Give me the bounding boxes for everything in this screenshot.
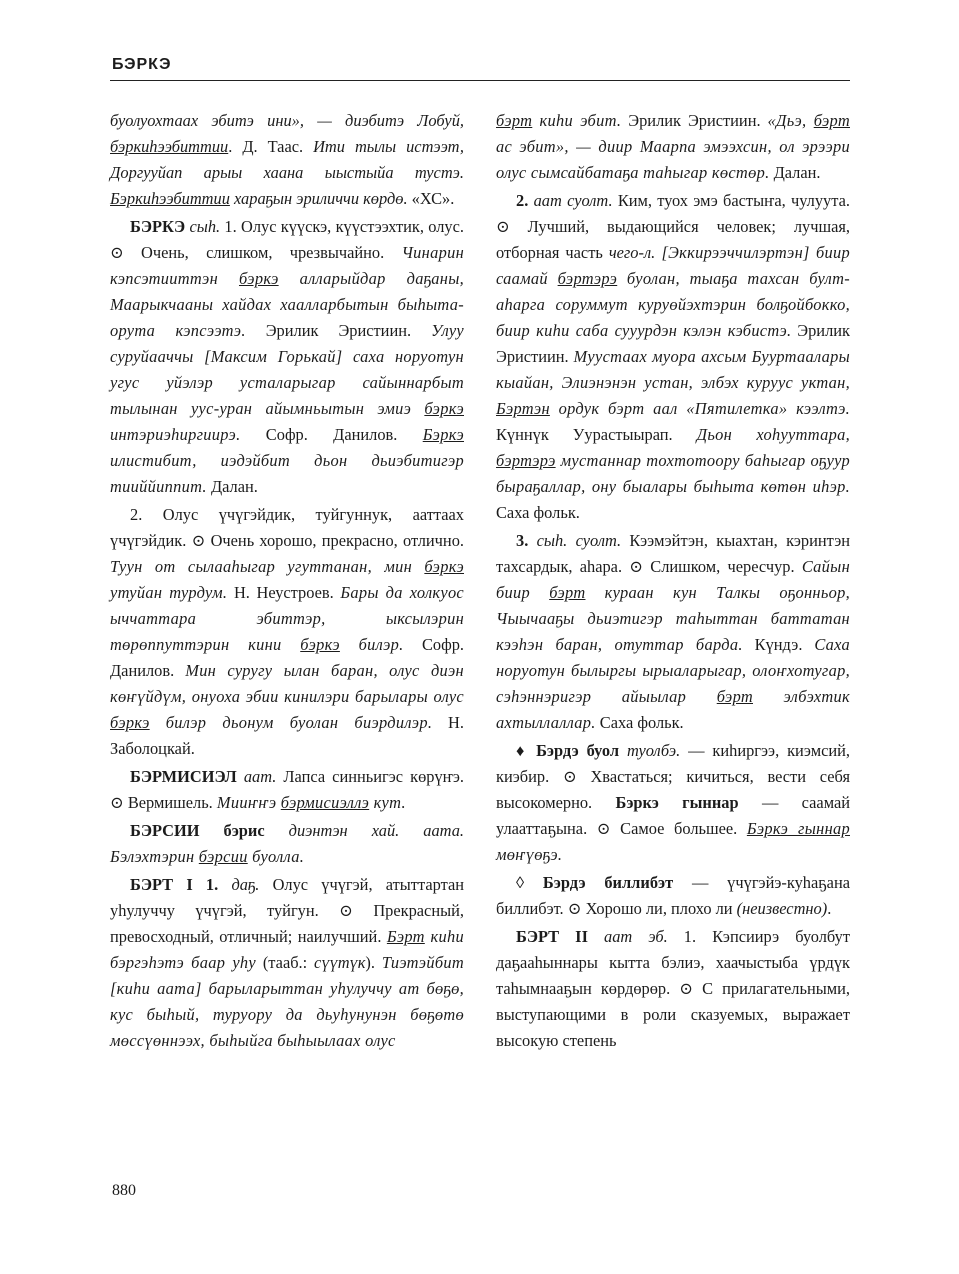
idiom-berde-buol: ♦ Бэрдэ буол туолбэ. — киһиргээ, киэмсий, киэбир. ⊙ Хвастаться; кичиться, вести себя высокомерно. Бэркэ гыннар — саамай улааттаҕына. ⊙ Самое большее. Бэркэ гыннар мөҥүөҕэ. bbox=[496, 741, 851, 864]
headword: БЭРСИИ bbox=[130, 821, 200, 840]
entry-bert-1: БЭРТ I 1. даҕ. Олус үчүгэй, атыттартан уһулуччу үчүгэй, туйгун. ⊙ Прекрасный, превосходный, отличный; наилучший. Бэрт киһи бэргэһэтэ баар уһу (тааб.: сүүтүк). Тиэтэйбит [киһи аата] барыларыттан уһулуччу ат бөҕө, кус быһый, туруору да дьуһунунэн бөҕөтө мөссүөннээх, быһыйга быһыылаах олус bbox=[110, 875, 464, 1050]
entry-bert-2: БЭРТ II аат эб. 1. Кэпсиирэ буолбут даҕааһыннары кытта бэлиэ, хаачыстыба үрдүк таһымнааҕын көрдөрөр. ⊙ С прилагательными, выступающими в роли сказуемых, выражает высокую степень bbox=[496, 927, 850, 1050]
left-column bbox=[110, 108, 464, 1054]
idiom-berde-billibet: ◊ Бэрдэ биллибэт — үчүгэйэ-куһаҕана биллибэт. ⊙ Хорошо ли, плохо ли (неизвестно). bbox=[496, 873, 850, 918]
headword: БЭРТ I 1. bbox=[130, 875, 219, 894]
entry-continuation: буолуохтаах эбитэ ини», — диэбитэ Лобуй, бэркиһээбиттии. Д. Таас. Ити тылы истээт, Доргууйап арыы хаана ыыстыйа тустэ. Бэркиһээбиттии хараҕын эриличчи көрдө. «ХС». bbox=[110, 111, 464, 208]
right-column bbox=[496, 108, 850, 1054]
entry-bert-sense-2: 2. аат суолт. Ким, туох эмэ бастыҥа, чулуута. ⊙ Лучший, выдающийся человек; лучшая, отборная часть чего-л. [Эккирээччилэртэн] биир саамай бэртэрэ буолан, тыаҕа тахсан булт-аһарга соруммут куруөйэхтэрин болҕойбокко, биир киһи саба сууурдэн кэлэн кэбистэ. Эрилик Эристиин. Муустаах муора ахсым Бууртаалары кыайан, Элиэнэнэн устан, элбэх куруус уктан, Бэртэн ордук бэрт аал «Пятилетка» кээлтэ. Күннүк Уурастыырап. Дьон хоһууттара, бэртэрэ мустаннар тохтотоору баһыгар оҕуур быраҕаллар, ону быалары быһыта көтөн иһэр. Саха фольк. bbox=[496, 191, 850, 522]
entry-continuation: бэрт киһи эбит. Эрилик Эристиин. «Дьэ, бэрт ас эбит», — диир Маарпа эмээхсин, ол эрээри олус сымсайбатаҕа таһыгар көстөр. Далан. bbox=[496, 111, 850, 182]
headword: БЭРМИСИЭЛ bbox=[130, 767, 237, 786]
header-rule bbox=[110, 80, 850, 81]
entry-berke: БЭРКЭ сыһ. 1. Олус күүскэ, күүстээхтик, олус. ⊙ Очень, слишком, чрезвычайно. Чинарин кэпсэтииттэн бэркэ алларыйдар даҕаны, Маарыкчааны хайдах хаалларбытын быһыта-орута кэпсээтэ. Эрилик Эристиин. Улуу суруйааччы [Максим Горькай] саха норуотун угус уйэлэр усталарыгар сайыннарбыт тылынан уус-уран айымньытын эмиэ бэркэ интэриэһиргиирэ. Софр. Данилов. Бэркэ илистибит, иэдэйбит дьон дьиэбитигэр тииййиппит. Далан. bbox=[110, 217, 464, 496]
page-number: 880 bbox=[112, 1182, 136, 1199]
diamond-icon: ♦ bbox=[516, 741, 537, 760]
lozenge-icon: ◊ bbox=[516, 873, 543, 892]
entry-berke-sense-2: 2. Олус үчүгэйдик, туйгуннук, ааттаах үчүгэйдик. ⊙ Очень хорошо, прекрасно, отлично. Туун от сылааһыгар угуттанан, мин бэркэ утуйан турдум. Н. Неустроев. Бары да холкуос ыччаттара эбиттэр, ыксылэрин төрөппуттэрин кини бэркэ билэр. Софр. Данилов. Мин суругу ылан баран, олус диэн көҥүйдүм, онуоха эбии кинилэри барылары олус бэркэ билэр дьонум буолан биэрдилэр. Н. Заболоцкай. bbox=[110, 505, 465, 758]
entry-bert-sense-3: 3. сыһ. суолт. Кээмэйтэн, кыахтан, кэринтэн тахсардык, аһара. ⊙ Слишком, чересчур. Сайын биир бэрт кураан кун Талкы оҕонньор, Чыычааҕы дьиэтигэр таһыттан баттатан кээһэн баран, отуттар барда. Күндэ. Саха норуотун былыргы ырыаларыгар, олоҥхотугар, сэһэннэригэр айыылар бэрт элбэхтик ахтыллаллар. Саха фольк. bbox=[496, 531, 851, 732]
headword: БЭРКЭ bbox=[130, 217, 186, 236]
running-header: БЭРКЭ bbox=[112, 56, 172, 73]
headword: БЭРТ II bbox=[516, 927, 588, 946]
entry-bermisiel: БЭРМИСИЭЛ аат. Лапса синньигэс көрүҥэ. ⊙ Вермишель. Мииҥҥэ бэрмисиэллэ кут. bbox=[110, 767, 464, 812]
entry-bersii: БЭРСИИ бэрис диэнтэн хай. аата. Бэлэхтэрин бэрсии буолла. bbox=[110, 821, 464, 866]
